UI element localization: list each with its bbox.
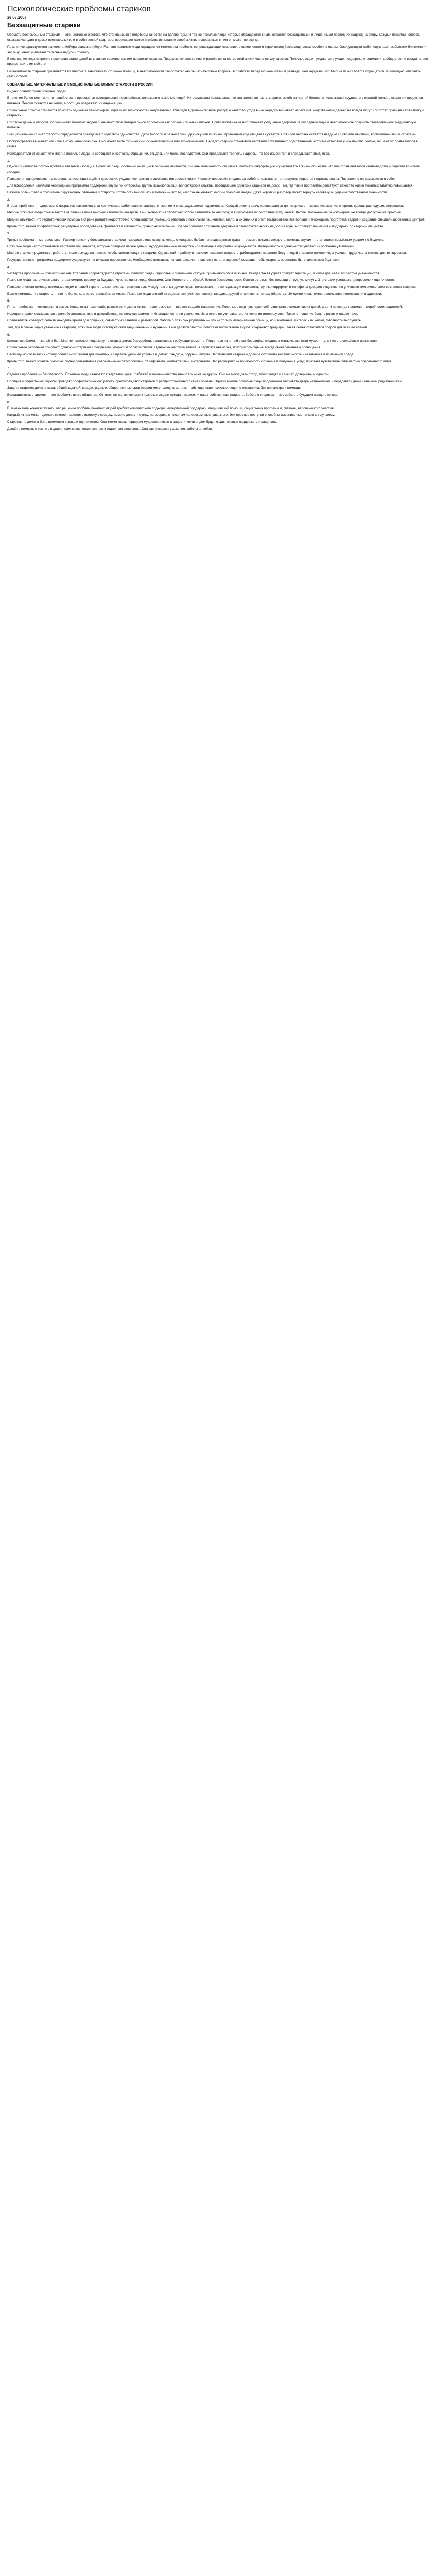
section-paragraph: Важно помнить, что старость — это не болезнь, а естественный этап жизни. Пожилые люди способны радоваться, учиться новому, заводить друзей и приносить пользу обществу. Им нужно лишь немного внимания, понимания и поддержки.: [7, 292, 382, 296]
section-paragraph: Каждый из нас может сделать многое: навестить одинокую соседку, помочь донести сумку, поговорить с пожилым человеком, выслушать его. Эти простые поступки способны изменить чью-то жизнь к лучшему.: [7, 413, 335, 417]
section-number: 1.: [7, 159, 10, 163]
article-section: [7, 400, 429, 432]
section-paragraph: Индекс благополучия пожилых людей.: [7, 89, 67, 93]
section-paragraph: Для преодоления изоляции необходимы программы поддержки: клубы по интересам, группы взаимопомощи, волонтёрские службы, посещающие одиноких стариков на дому. Там, где такие программы действуют, качество жизни пожилых заметно повышается.: [7, 184, 414, 188]
section-paragraph: Третья проблема — материальная. Размер пенсии у большинства стариков позволяет лишь сводить концы с концами. Любая непредвиденная трата — ремонт, покупка лекарств, помощь внукам — становится серьёзным ударом по бюджету.: [7, 238, 384, 242]
article-section: [7, 333, 429, 364]
section-paragraph: Медики отмечают, что гериатрическая помощь в стране развита недостаточно. Специалистов, умеющих работать с пожилыми пациентами, мало, а их знания и опыт востребованы всё больше. Необходима подготовка кадров и создание специализированных центров.: [7, 217, 426, 222]
section-paragraph: Пятая проблема — отношения в семье. Конфликты поколений, разные взгляды на жизнь, теснота жилья — всё это создаёт напряжение. Пожилые люди чувствуют себя лишними в семьях своих детей, а дети не всегда понимают потребности родителей.: [7, 305, 403, 309]
section-paragraph: Необходимо развивать систему социального жилья для пожилых, создавать удобные условия в домах: пандусы, поручни, лифты. Это позволит старикам дольше сохранять независимость и оставаться в привычной среде.: [7, 352, 354, 357]
section-paragraph: Полиция и социальные службы проводят профилактическую работу, предупреждают стариков о распространённых схемах обмана. Однако многие пожилые люди продолжают открывать дверь незнакомцам и передавать деньги мнимым родственникам.: [7, 379, 403, 383]
section-paragraph: Согласно данным опросов, большинство пожилых людей оценивают своё материальное положение как плохое или очень плохое. Почти половина из них отмечает ухудшение здоровья за последние годы и невозможность получить своевременную медицинскую помощь.: [7, 121, 416, 130]
section-paragraph: Седьмая проблема — безопасность. Пожилые люди становятся жертвами краж, грабежей и мошенничества значительно чаще других. Они не могут дать отпор, плохо видят и слышат, доверчивы и одиноки.: [7, 372, 330, 377]
section-paragraph: Одной из наиболее острых проблем является изоляция. Пожилые люди, особенно живущие в сельской местности, лишены возможности общаться, получать информацию и участвовать в жизни общества. Их мир ограничивается стенами дома и редкими визитами соседей.: [7, 165, 421, 174]
section-paragraph: Важную роль играет и отношение окружающих. Уважение к старости, готовность выслушать и помочь — вот то, чего так не хватает многим пожилым людям. Даже короткий разговор может вернуть человеку ощущение собственной значимости.: [7, 191, 388, 195]
section-number: 2.: [7, 198, 10, 202]
section-heading: СОЦИАЛЬНЫЕ, МАТЕРИАЛЬНЫЕ И ЭМОЦИОНАЛЬНЫЕ КЛИМАТ СТАРОСТИ В РОССИИ: [7, 83, 153, 87]
section-paragraph: Социальные службы стараются помогать одиноким пенсионерам, однако их возможностей недостаточно. Очереди в дома-интернаты растут, а качество ухода в них нередко вызывает нарекания. Родственники далеко не всегда могут или хотят брать на себя заботу о стариках.: [7, 108, 424, 117]
post-sections: [7, 82, 429, 432]
section-number: 4.: [7, 265, 10, 269]
section-paragraph: Там, где в семье царит уважение к старшим, пожилые люди чувствуют себя защищёнными и нужными. Они делятся опытом, помогают воспитывать внуков, сохраняют традиции. Такая семья становится опорой для всех её членов.: [7, 326, 368, 330]
section-paragraph: Беззащитность стариков — это проблема всего общества. От того, как мы относимся к пожилым людям сегодня, зависит и наша собственная старость. Забота о стариках — это забота о будущем каждого из нас.: [7, 393, 338, 397]
section-paragraph: Многие старики продолжают работать после выхода на пенсию, чтобы свести концы с концами. Однако найти работу в пожилом возрасте непросто: работодатели неохотно берут людей старшего поколения, а условия труда часто тяжелы для их здоровья.: [7, 251, 407, 256]
section-number: 6.: [7, 333, 10, 337]
section-number: 3.: [7, 232, 10, 236]
section-paragraph: Психологи подчёркивают, что социальная изоляция ведёт к депрессии, ухудшению памяти и снижению интереса к жизни. Человек перестаёт следить за собой, отказывается от прогулок, перестаёт строить планы. Постепенно он замыкается в себе.: [7, 177, 395, 181]
article-section: [7, 82, 429, 157]
section-paragraph: Психологическая помощь пожилым людям в нашей стране только начинает развиваться. Между тем опыт других стран показывает, что консультации психолога, группы поддержки и телефоны доверия существенно улучшают эмоциональное состояние стариков.: [7, 285, 418, 289]
article-section: [7, 366, 429, 398]
section-paragraph: Четвёртая проблема — психологическая. Старение сопровождается утратами: близких людей, здоровья, социального статуса, привычного образа жизни. Каждая такая утрата требует адаптации, а силы для неё с возрастом уменьшаются.: [7, 271, 380, 275]
section-number: 7.: [7, 367, 10, 371]
intro-paragraph: По мнению французского психолога Мейера Фатмана (Meyer Fatman) пожилые люди страдают от множества проблем, сопровождающих старение, а одиночество и страх перед беспомощностью особенно остры. Они чувствуют себя ненужными, забытыми близкими, и это ощущение усиливает телесные недуги и тревогу.: [7, 45, 427, 54]
article-section: [7, 299, 429, 330]
section-paragraph: Кроме того, важно обучать пожилых людей пользоваться современными технологиями: телефонами, компьютерами, интернетом. Это расширяет их возможности общения и получения услуг, помогает чувствовать себя частью современного мира.: [7, 359, 393, 363]
section-paragraph: Государственные программы поддержки существуют, но их охват недостаточен. Необходимо повышать пенсии, расширять систему льгот и адресной помощи, чтобы старость перестала быть синонимом бедности.: [7, 258, 340, 262]
article-section: [7, 231, 429, 263]
section-paragraph: В заключение хочется сказать, что решение проблем пожилых людей требует комплексного подхода: материальной поддержки, медицинской помощи, социальных программ и, главное, человеческого участия.: [7, 406, 335, 410]
section-paragraph: Давайте помнить о тех, кто подарил нам жизнь, воспитал нас и отдал нам свои силы. Они заслуживают уважения, заботы и любви.: [7, 427, 213, 431]
section-paragraph: Старость не должна быть временем страха и одиночества. Она может стать периодом мудрости, покоя и радости, если рядом будут люди, готовые поддержать и защитить.: [7, 420, 277, 424]
section-paragraph: Кроме того, важна профилактика: регулярные обследования, физическая активность, правильное питание. Всё это помогает сохранить здоровье и самостоятельность на долгие годы, но требует внимания и поддержки со стороны общества.: [7, 224, 385, 228]
section-paragraph: Социальные работники помогают одиноким старикам с покупками, уборкой и оплатой счетов. Однако их нагрузка велика, а зарплата невысока, поэтому помощь не всегда своевременна и полноценна.: [7, 346, 321, 350]
blog-title[interactable]: Психологические проблемы стариков: [7, 5, 151, 13]
section-paragraph: В течение более десяти лет в нашей стране проводятся исследования, посвящённые положению пожилых людей. Их результаты показывают, что значительная часть стариков живёт за чертой бедности, испытывает трудности с оплатой жилья, лекарств и продуктов питания. Пенсии остаются низкими, а рост цен опережает их индексацию.: [7, 96, 423, 106]
post-title[interactable]: Беззащитные старики: [7, 21, 81, 29]
section-paragraph: Пожилые люди часто испытывают страх смерти, тревогу за будущее, чувство вины перед близкими. Они боятся стать обузой, боятся беспомощности, боятся остаться без помощи в трудную минуту. Эти страхи усиливают депрессию и одиночество.: [7, 278, 395, 282]
intro-paragraph: В последние годы старение населения стало одной из главных социальных тем во многих странах. Продолжительность жизни растёт, но качество этой жизни часто не улучшается. Пожилые люди нуждаются в уходе, поддержке и внимании, а общество не всегда готово предоставить им всё это.: [7, 57, 428, 66]
section-paragraph: Исследователи отмечают, что многие пожилые люди не сообщают о жестоком обращении, стыдясь или боясь последствий. Они продолжают терпеть, надеясь, что всё изменится, и оправдывают обидчиков.: [7, 151, 330, 156]
section-number: 5.: [7, 299, 10, 303]
section-paragraph: Шестая проблема — жильё и быт. Многие пожилые люди живут в старых домах без удобств, в квартирах, требующих ремонта. Подняться на пятый этаж без лифта, сходить в магазин, вынести мусор — для них это серьёзные испытания.: [7, 338, 378, 343]
post-intro: [7, 32, 429, 79]
article-section: [7, 265, 429, 297]
intro-paragraph: Обещать беспомощным старикам — это настолько жестоко, что становишься в подобном качестве на долгие годы. И так же пожилые люди, которые обращаются к нам, остаются беззащитными и лишёнными последних надежд на опору. Каждый пожилой человек, оказавшись один в домах престарелых или в собственной квартире, переживает самое тяжёлое испытание своей жизни, и справиться с ним он может не всегда.: [7, 33, 420, 42]
article-section: [7, 159, 429, 196]
section-paragraph: Особую тревогу вызывает насилие в отношении пожилых. Оно может быть физическим, психологическим или экономическим. Нередко старики становятся жертвами собственных родственников, которые отбирают у них пенсию, жильё, лишают их права голоса в семье.: [7, 140, 418, 149]
section-paragraph: Нередко старики оказываются в роли бесплатных нянь и домработниц, не получая взамен ни благодарности, ни уважения. Их мнение не учитывается, их желания игнорируются. Такое отношение больно ранит и лишает сил.: [7, 312, 358, 316]
section-paragraph: Защита стариков должна стать общей задачей: соседи, родные, общественные организации могут следить за тем, чтобы одинокие пожилые люди не оставались без присмотра и помощи.: [7, 386, 301, 391]
section-paragraph: Эмоциональный климат старости определяется прежде всего чувством одиночества. Дети выросли и разъехались, друзья ушли из жизни, привычный круг общения сужается. Пожилой человек остаётся наедине со своими мыслями, воспоминаниями и страхами.: [7, 132, 417, 137]
post-date: 26.07.2007: [7, 15, 27, 20]
section-number: 8.: [7, 400, 10, 404]
section-paragraph: Специалисты советуют семьям находить время для общения, совместных занятий и разговоров. Забота о пожилых родителях — это не только материальная помощь, но и внимание, интерес к их жизни, готовность выслушать.: [7, 319, 362, 323]
intro-paragraph: Беззащитность стариков проявляется во многом: в зависимости от чужой помощи, в невозможности самостоятельно решать бытовые вопросы, в слабости перед мошенниками и равнодушием окружающих. Многие из них боятся обращаться за помощью, опасаясь стать обузой.: [7, 69, 421, 79]
section-paragraph: Многие пожилые люди отказываются от лечения из-за высокой стоимости лекарств. Они экономят на таблетках, чтобы заплатить за квартиру, и в результате их состояние ухудшается. Льготы, положенные пенсионерам, не всегда доступны на практике.: [7, 211, 402, 215]
section-paragraph: Пожилые люди часто становятся жертвами мошенников, которые обещают лёгкие деньги, чудодейственные лекарства или помощь в оформлении документов. Доверчивость и одиночество делают их особенно уязвимыми.: [7, 244, 355, 248]
article-section: [7, 198, 429, 229]
section-paragraph: Вторая проблема — здоровье. С возрастом накапливаются хронические заболевания, снижаются зрение и слух, ухудшается подвижность. Каждый визит к врачу превращается для старика в тяжёлое испытание: очереди, дорога, равнодушие персонала.: [7, 204, 404, 208]
